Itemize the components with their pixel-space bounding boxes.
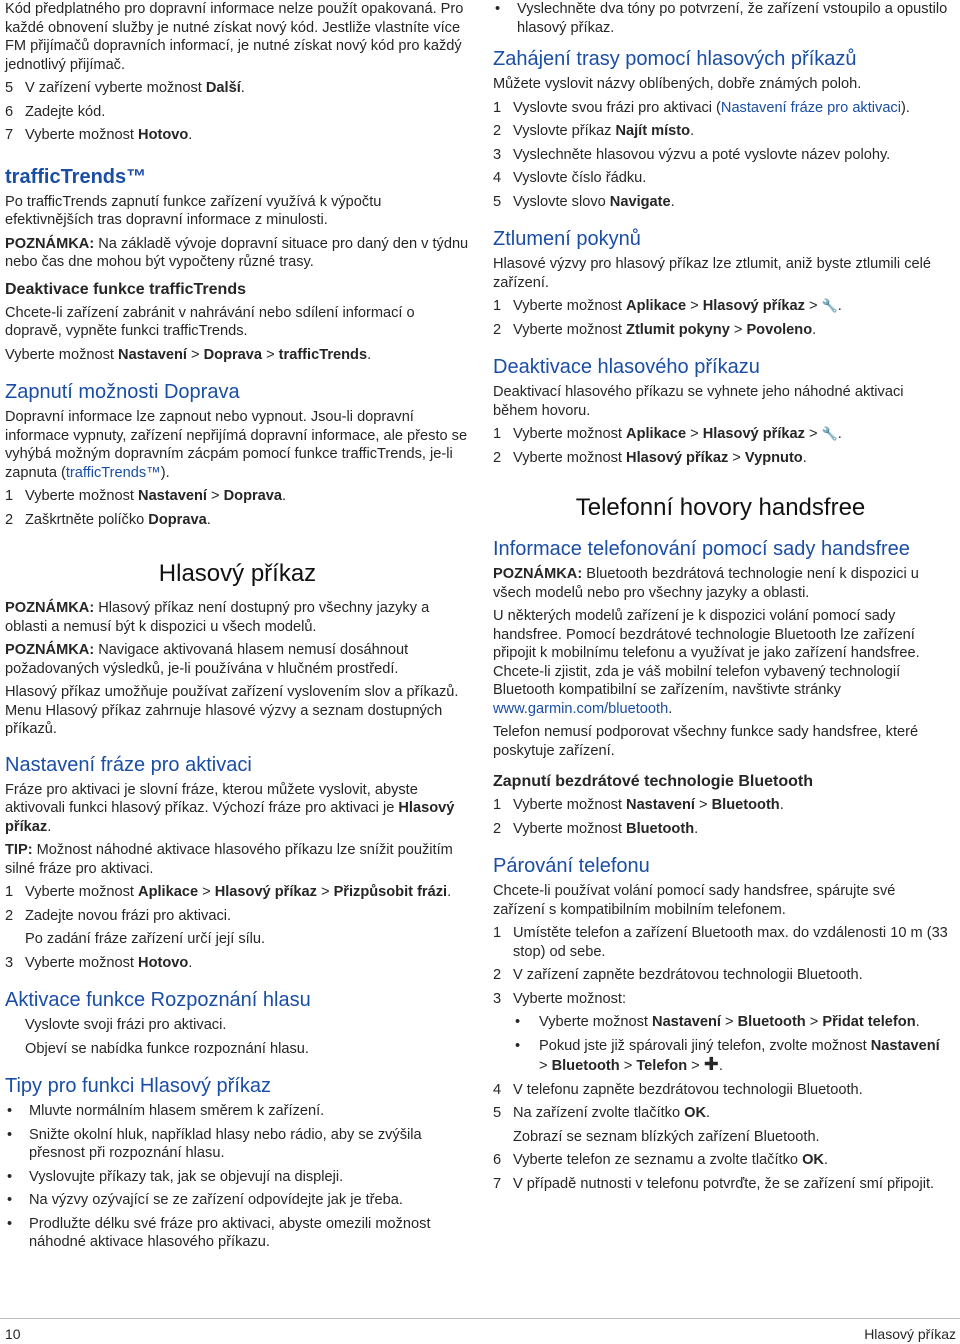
path-separator: >	[804, 298, 822, 314]
step-punct: .	[823, 1152, 829, 1168]
step-item	[493, 924, 948, 961]
note-label: POZNÁMKA:	[5, 642, 95, 658]
body-bold: Hlasový příkaz	[5, 800, 455, 835]
bullet: •	[7, 1126, 13, 1143]
step-option: Navigate	[609, 193, 671, 210]
step-result: Po zadání fráze zařízení určí její sílu.	[25, 931, 266, 947]
step-item	[493, 193, 948, 212]
step-item	[493, 1104, 948, 1123]
step-punct: .	[282, 488, 287, 504]
path-separator: >	[619, 1058, 637, 1074]
step-option: Bluetooth	[626, 820, 695, 837]
handsfree-title: Telefonní hovory handsfree	[575, 494, 866, 521]
step-result: Zobrazí se seznam blízkých zařízení Bluetooth.	[513, 1128, 820, 1145]
pairing-intro: Chcete-li používat volání pomocí sady handsfree, spárujte své zařízení s kompatibilním mobilním telefonem.	[493, 883, 896, 918]
sub-option	[493, 1037, 948, 1076]
step-number: 5	[493, 1105, 502, 1121]
tip-text: Snižte okolní hluk, například hlasy nebo rádio, aby se zvýšila přesnost při rozpoznání hlasu.	[29, 1126, 422, 1161]
step-option: Povoleno	[746, 321, 813, 338]
wake-phrase-heading: Nastavení fráze pro aktivaci	[5, 753, 252, 776]
bullet: •	[7, 1215, 13, 1232]
step-item	[5, 79, 470, 98]
step-item	[5, 907, 470, 926]
handsfree-info-heading: Informace telefonování pomocí sady handsfree	[493, 538, 910, 560]
step-text: Zadejte kód.	[25, 103, 106, 120]
path-separator: >	[720, 1014, 738, 1030]
pairing-heading: Párování telefonu	[493, 855, 650, 877]
page-number: 10	[5, 1326, 21, 1342]
path-separator: >	[686, 298, 703, 314]
footer-divider	[0, 1318, 960, 1319]
step-item	[493, 966, 948, 985]
step-number: 6	[493, 1152, 502, 1168]
step-option: Hlasový příkaz	[626, 449, 729, 466]
step-option: Nastavení	[870, 1037, 940, 1054]
step-number: 2	[5, 511, 14, 528]
note-text: Bluetooth bezdrátová technologie není k dispozici u všech modelů nebo pro všechny jazyky a oblasti.	[493, 566, 919, 601]
wake-phrase-body	[5, 781, 470, 837]
step-text: Vyberte možnost	[513, 449, 627, 466]
deactivate-voice-heading: Deaktivace hlasového příkazu	[493, 356, 760, 378]
step-punct: .	[188, 127, 193, 143]
step-text: V případě nutnosti v telefonu potvrďte, že se zařízení smí připojit.	[513, 1175, 935, 1192]
step-item	[493, 1151, 948, 1170]
route-voice-heading: Zahájení trasy pomocí hlasových příkazů	[493, 48, 857, 70]
step-item	[493, 990, 948, 1009]
garmin-bluetooth-link[interactable]: www.garmin.com/bluetooth	[493, 700, 669, 717]
step-item	[5, 103, 470, 122]
note-text: Hlasový příkaz není dostupný pro všechny jazyky a oblasti a nemusí být k dispozici u všech modelů.	[5, 600, 430, 635]
step-punct: .	[206, 511, 211, 528]
tip-text: Prodlužte délku své fráze pro aktivaci, abyste omezili možnost náhodné aktivace hlasového příkazu.	[29, 1215, 431, 1250]
step-option: Aplikace	[138, 884, 199, 900]
path-separator: >	[686, 426, 703, 442]
step-number: 2	[493, 820, 502, 837]
step-item	[5, 954, 470, 973]
step-text: Vyberte možnost	[513, 426, 627, 442]
step-item	[493, 820, 948, 839]
step-number: 2	[5, 907, 14, 924]
body-text: ).	[160, 464, 170, 481]
step-text: Vyslechněte hlasovou výzvu a poté vyslovte název polohy.	[513, 146, 891, 163]
path-separator: >	[198, 884, 215, 900]
traffic-trends-link[interactable]: trafficTrends™	[65, 464, 161, 481]
step-option: Přizpůsobit frázi	[333, 884, 448, 900]
body-text: .	[668, 700, 673, 717]
step-option: Přidat telefon	[822, 1014, 916, 1030]
step-text: Vyslovte číslo řádku.	[513, 170, 647, 186]
voice-note-2	[5, 641, 470, 678]
tip-item	[5, 1102, 470, 1121]
step-text: Pokud jste již spárovali jiný telefon, zvolte možnost	[539, 1037, 871, 1054]
path-separator: >	[316, 884, 334, 900]
deactivate-traffic-heading: Deaktivace funkce trafficTrends	[5, 280, 246, 298]
tip-text: Vyslovujte příkazy tak, jak se objevují na displeji.	[29, 1168, 344, 1185]
step-number: 4	[493, 1081, 502, 1098]
step-option: Doprava	[148, 511, 207, 528]
body-text: .	[47, 818, 52, 835]
step-number: 7	[493, 1175, 502, 1192]
step-option: Hlasový příkaz	[214, 884, 317, 900]
step-number: 1	[493, 298, 502, 314]
path-separator: >	[804, 426, 822, 442]
deactivate-voice-intro: Deaktivací hlasového příkazu se vyhnete jeho náhodné aktivaci během hovoru.	[493, 384, 904, 419]
step-number: 3	[5, 954, 14, 971]
traffic-trends-heading: trafficTrends™	[5, 165, 147, 188]
step-option: Bluetooth	[551, 1058, 620, 1074]
path-separator: >	[687, 1058, 704, 1074]
step-punct: .	[915, 1014, 920, 1030]
note-label: POZNÁMKA:	[5, 235, 95, 252]
step-punct: .	[188, 954, 193, 971]
step-text: Vyberte možnost	[513, 820, 627, 837]
step-punct: .	[447, 884, 452, 900]
step-option: OK	[802, 1152, 824, 1168]
step-punct: .	[694, 820, 699, 837]
tip	[5, 841, 470, 878]
path-separator: >	[262, 346, 279, 363]
step-text: Umístěte telefon a zařízení Bluetooth max. do vzdálenosti 10 m (33 stop) od sebe.	[513, 925, 948, 960]
step-punct: .	[718, 1058, 723, 1074]
path-separator: >	[186, 346, 204, 363]
tip-text: Možnost náhodné aktivace hlasového příkazu lze snížit použitím silné fráze pro aktivaci.	[5, 842, 453, 877]
step-number: 1	[493, 925, 502, 941]
tip-text: Na výzvy ozývající se ze zařízení odpovídejte jak je třeba.	[29, 1192, 403, 1208]
step-item	[5, 511, 470, 530]
path-option: Nastavení	[118, 346, 187, 363]
plus-icon: ✚	[703, 1054, 719, 1074]
traffic-trends-body: Po trafficTrends zapnutí funkce zařízení využívá k výpočtu efektivnějších tras dopravní informace z minulosti.	[5, 193, 382, 228]
step-text: Vyslovte slovo	[513, 193, 610, 210]
step-punct: .	[690, 123, 695, 139]
deactivate-traffic-path	[5, 346, 470, 365]
step-text: Vyberte možnost:	[513, 990, 627, 1007]
step-text: Vyberte možnost	[513, 797, 627, 813]
step-option: Hotovo	[138, 127, 189, 143]
step-item	[493, 297, 948, 316]
sub-option	[493, 1013, 948, 1032]
traffic-on-heading: Zapnutí možnosti Doprava	[5, 381, 240, 403]
step-text: Vyslovte svou frázi pro aktivaci (	[513, 99, 721, 116]
step-item	[5, 126, 470, 145]
step-option: Vypnuto	[744, 449, 803, 466]
tip-item	[5, 1126, 470, 1163]
path-punct: .	[367, 346, 372, 363]
step-number: 1	[5, 884, 14, 900]
wrench-icon: 🔧	[821, 426, 838, 441]
step-item	[493, 449, 948, 468]
bullet: •	[515, 1037, 521, 1054]
step-text: Vyberte možnost	[513, 321, 627, 338]
step-option: Nastavení	[652, 1014, 721, 1030]
step-text: Na zařízení zvolte tlačítko	[513, 1105, 685, 1121]
tip-item	[5, 1191, 470, 1210]
voice-tips-heading: Tipy pro funkci Hlasový příkaz	[5, 1075, 272, 1097]
step-text: Zaškrtněte políčko	[25, 511, 149, 528]
step-option: OK	[684, 1105, 707, 1121]
step-text: Vyberte možnost	[25, 488, 139, 504]
step-number: 1	[493, 426, 502, 442]
step-number: 3	[493, 146, 502, 163]
path-text: Vyberte možnost	[5, 346, 119, 363]
voice-body: Hlasový příkaz umožňuje používat zařízení vyslovením slov a příkazů. Menu Hlasový příkaz zahrnuje hlasové výzvy a seznam dostupných příkazů.	[5, 684, 459, 737]
step-punct: .	[837, 426, 842, 442]
footer-section-title: Hlasový příkaz	[864, 1326, 956, 1342]
bullet: •	[515, 1014, 521, 1030]
step-punct: .	[837, 298, 842, 314]
tip-label: TIP:	[5, 842, 33, 858]
bullet: •	[7, 1192, 13, 1208]
step-option: Nastavení	[626, 797, 695, 813]
step-text: V zařízení vyberte možnost	[25, 80, 206, 96]
step-item	[5, 487, 470, 506]
step-option: Další	[205, 80, 241, 96]
step-option: Hotovo	[138, 954, 189, 971]
bullet: •	[7, 1168, 13, 1185]
subscription-intro: Kód předplatného pro dopravní informace nelze použít opakovaná. Pro každé obnovení služby je nutné získat nový kód. Jestliže vlastníte více FM přijímačů dopravních informací, je nutné získat nový kód pro každý jednotlivý přijímač.	[5, 1, 464, 73]
route-voice-intro: Můžete vyslovit názvy oblíbených, dobře známých poloh.	[493, 76, 862, 92]
step-option: Bluetooth	[737, 1014, 806, 1030]
step-option: Doprava	[223, 488, 283, 504]
step-item	[493, 1081, 948, 1100]
step-item	[493, 122, 948, 141]
step-option: Nastavení	[138, 488, 207, 504]
step-number: 5	[493, 193, 502, 210]
step-number: 1	[5, 488, 14, 504]
step-text: Vyberte telefon ze seznamu a zvolte tlačítko	[513, 1152, 803, 1168]
note-label: POZNÁMKA:	[5, 600, 95, 616]
step-text: Vyberte možnost	[25, 884, 139, 900]
step-number: 1	[493, 99, 502, 116]
wrench-icon: 🔧	[821, 298, 838, 313]
step-punct: .	[802, 449, 807, 466]
recognition-result: Objeví se nabídka funkce rozpoznání hlasu.	[25, 1040, 309, 1057]
step-item	[493, 425, 948, 444]
path-separator: >	[694, 797, 712, 813]
step-option: Najít místo	[615, 123, 691, 139]
step-text: V zařízení zapněte bezdrátovou technologii Bluetooth.	[513, 967, 863, 983]
body-text: Dopravní informace lze zapnout nebo vypnout. Jsou-li dopravní informace vypnuty, zařízení nepřijímá dopravní informace, ale přesto se vyhýbá možným dopravním zácpám pomocí funkce trafficTrends, je-li zapnuta (	[5, 409, 468, 481]
step-item	[493, 146, 948, 165]
body-text: U některých modelů zařízení je k dispozici volání pomocí sady handsfree. Pomocí bezdrátové technologie Bluetooth lze zařízení připojit k mobilnímu telefonu a využívat je jako zařízení handsfree. Chcete-li zjistit, zda je váš mobilní telefon vybavený technologií Bluetooth kompatibilní se zařízením, navštivte stránky	[493, 608, 920, 698]
step-item	[493, 796, 948, 815]
mute-heading: Ztlumení pokynů	[493, 228, 641, 250]
path-separator: >	[206, 488, 224, 504]
step-number: 2	[493, 123, 502, 139]
step-punct: .	[812, 321, 817, 338]
step-option: Ztlumit pokyny	[626, 321, 730, 338]
step-text: Vyberte možnost	[25, 954, 139, 971]
step-punct: .	[670, 193, 675, 210]
step-number: 6	[5, 103, 14, 120]
step-item	[493, 1175, 948, 1194]
recognition-step: Vyslovte svoji frázi pro aktivaci.	[25, 1017, 227, 1033]
step-number: 2	[493, 449, 502, 466]
path-separator: >	[728, 449, 745, 466]
bullet: •	[495, 1, 501, 17]
left-column	[5, 0, 470, 1257]
step-option: Hlasový příkaz	[702, 298, 805, 314]
wake-phrase-link[interactable]: Nastavení fráze pro aktivaci	[720, 99, 901, 116]
deactivate-traffic-body: Chcete-li zařízení zabránit v nahrávání nebo sdílení informací o dopravě, vypněte funkci trafficTrends.	[5, 304, 415, 339]
step-option: Hlasový příkaz	[702, 426, 805, 442]
step-punct: .	[240, 80, 245, 96]
voice-note-1	[5, 599, 470, 636]
step-punct: .	[706, 1105, 711, 1121]
tip-item	[5, 1215, 470, 1252]
step-number: 2	[493, 321, 502, 338]
step-option: Telefon	[636, 1058, 688, 1074]
handsfree-note	[493, 565, 948, 602]
step-item	[493, 169, 948, 188]
step-option: Aplikace	[626, 426, 687, 442]
tip-item	[493, 0, 948, 37]
note-label: POZNÁMKA:	[493, 566, 583, 582]
step-option: Aplikace	[626, 298, 687, 314]
path-option: trafficTrends	[278, 346, 368, 363]
step-item	[493, 321, 948, 340]
note-text: Navigace aktivovaná hlasem nemusí dosáhnout požadovaných výsledků, je-li používána v hlučném prostředí.	[5, 642, 409, 677]
bullet: •	[7, 1103, 13, 1119]
path-separator: >	[729, 321, 747, 338]
handsfree-body-2: Telefon nemusí podporovat všechny funkce sady handsfree, které poskytuje zařízení.	[493, 724, 919, 759]
path-separator: >	[539, 1058, 552, 1074]
step-text: Vyberte možnost	[539, 1014, 653, 1030]
traffic-trends-note	[5, 235, 470, 272]
step-punct: .	[779, 797, 784, 813]
mute-intro: Hlasové výzvy pro hlasový příkaz lze ztlumit, aniž byste ztlumili celé zařízení.	[493, 256, 931, 291]
voice-command-title: Hlasový příkaz	[158, 560, 317, 587]
step-number: 7	[5, 127, 14, 143]
tip-text: Mluvte normálním hlasem směrem k zařízení.	[29, 1103, 325, 1119]
step-number: 5	[5, 80, 14, 96]
handsfree-body	[493, 607, 948, 718]
voice-recognition-heading: Aktivace funkce Rozpoznání hlasu	[5, 989, 311, 1011]
step-text: Zadejte novou frázi pro aktivaci.	[25, 907, 232, 924]
tip-item	[5, 1168, 470, 1187]
right-column	[493, 0, 948, 1198]
bluetooth-heading: Zapnutí bezdrátové technologie Bluetooth	[493, 773, 813, 790]
step-number: 3	[493, 990, 502, 1007]
body-text: Fráze pro aktivaci je slovní fráze, kterou můžete vyslovit, abyste aktivovali funkci hlasový příkaz. Výchozí fráze pro aktivaci je	[5, 781, 418, 816]
step-text: Vyberte možnost	[25, 127, 139, 143]
note-text: Na základě vývoje dopravní situace pro daný den v týdnu nebo čas dne mohou být vypočteny různé trasy.	[5, 235, 469, 270]
path-separator: >	[805, 1014, 823, 1030]
step-text: Vyslovte příkaz	[513, 123, 616, 139]
step-number: 2	[493, 967, 502, 983]
step-item	[493, 99, 948, 118]
step-text: V telefonu zapněte bezdrátovou technologii Bluetooth.	[513, 1081, 863, 1098]
step-number: 4	[493, 170, 502, 186]
step-text: Vyberte možnost	[513, 298, 627, 314]
step-item	[5, 883, 470, 902]
step-number: 1	[493, 797, 502, 813]
traffic-on-body	[5, 408, 470, 482]
step-punct: ).	[900, 99, 910, 116]
step-option: Bluetooth	[711, 797, 780, 813]
path-option: Doprava	[203, 346, 263, 363]
tip-text: Vyslechněte dva tóny po potvrzení, že zařízení vstoupilo a opustilo hlasový příkaz.	[517, 1, 948, 36]
